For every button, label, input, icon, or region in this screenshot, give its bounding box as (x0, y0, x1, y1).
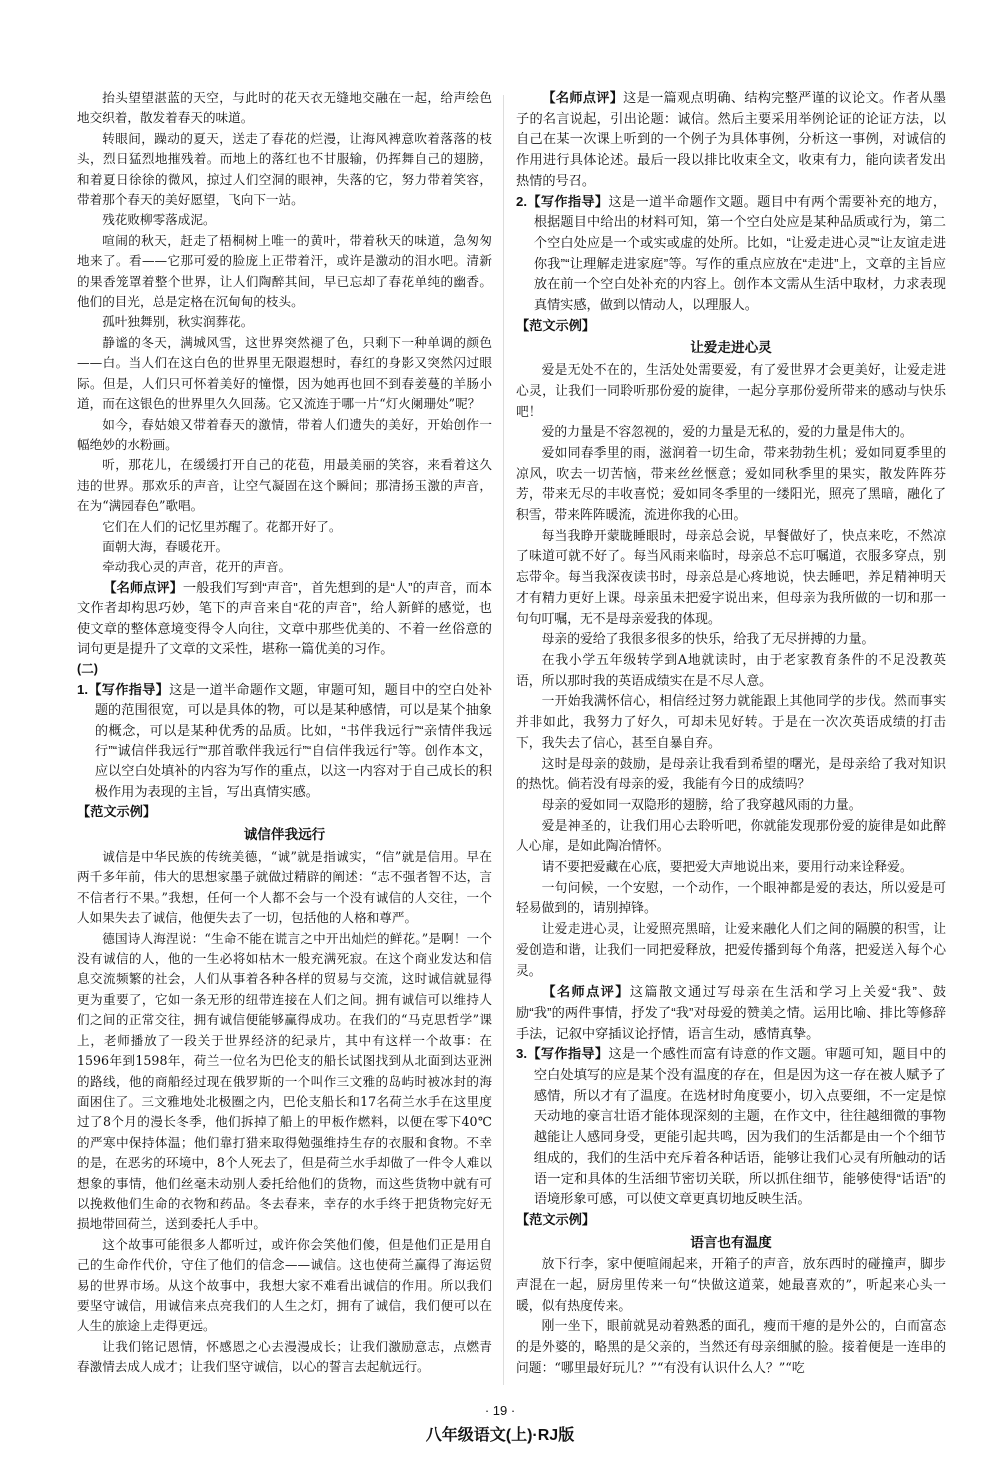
sample-label: 【范文示例】 (77, 804, 157, 820)
comment-label: 【名师点评】 (542, 984, 630, 1000)
guide-label: 【写作指导】 (527, 1046, 609, 1062)
essay-paragraph: 孤叶独舞别，秋实润葬花。 (102, 314, 254, 330)
column-divider (503, 95, 504, 1385)
essay-paragraph: 爱的力量是不容忽视的，爱的力量是无私的，爱的力量是伟大的。 (541, 425, 913, 441)
essay-paragraph: 听，那花儿，在缓缓打开自己的花苞，用最美丽的笑容，来看着这久违的世界。那欢乐的声音，让空气凝固在这个瞬间；那清扬玉激的声音，在为“满园春色”歌唱。 (77, 457, 492, 514)
sample-label: 【范文示例】 (516, 317, 596, 333)
essay-title: 诚信伴我远行 (243, 826, 326, 843)
question-number: 2. (516, 193, 527, 209)
essay-paragraph: 请不要把爱藏在心底，要把爱大声地说出来，要用行动来诠释爱。 (541, 860, 913, 876)
essay-title: 语言也有温度 (690, 1234, 772, 1251)
guide-text: 这是一个感性而富有诗意的作文题。审题可知，题目中的空白处填写的应是某个没有温度的存在，但是因为这一存在被人赋予了感情，所以才有了温度。在选材时角度要小，切入点要细，不一定是惊天动地的豪言壮语才能体现深刻的主题，在作文中，往往越细微的事物越能让人感同身受，更能引起共鸣，因为我们的生活都是由一个个细节组成的，我们的生活中充斥着各种话语，能够让我们心灵有所触动的话语一定和具体的生活细节密切关联，所以抓住细节，能够使得“话语”的语境形象可感，可以使文章更真切地反映生活。 (533, 1046, 947, 1207)
question-number: 1. (77, 681, 88, 697)
teacher-comment (516, 982, 946, 1044)
essay-title: 让爱走进心灵 (690, 340, 772, 357)
essay-paragraph: 让我们铭记恩情，怀感恩之心去漫漫成长；让我们激励意志，点燃青春激情去成人成才；让我们坚守诚信，以心的誓言去起航远行。 (77, 1338, 492, 1375)
writing-guide (516, 1044, 946, 1210)
left-column (77, 88, 492, 1378)
teacher-comment (516, 88, 946, 192)
essay-paragraph: 让爱走进心灵，让爱照亮黑暗，让爱来融化人们之间的隔膜的积雪，让爱创造和谐，让我们一同把爱释放，把爱传播到每个角落，把爱送入每个心灵。 (516, 922, 946, 979)
essay-paragraph: 面朝大海，春暖花开。 (102, 538, 229, 554)
essay-paragraph: 爱如同春季里的雨，滋润着一切生命，带来勃勃生机；爱如同夏季里的凉风，吹去一切苦恼，带来丝丝惬意；爱如同秋季里的果实，散发阵阵芬芳，带来无尽的丰收喜悦；爱如同冬季里的一缕阳光，照亮了黑暗，融化了积雪，带来阵阵暖流，流进你我的心田。 (516, 445, 946, 524)
comment-label: 【名师点评】 (542, 90, 624, 105)
question-number: 3. (516, 1046, 527, 1062)
essay-paragraph: 这个故事可能很多人都听过，或许你会笑他们傻，但是他们正是用自己的生命作代价，守住了他们的信念——诚信。这也使荷兰赢得了海运贸易的世界市场。从这个故事中，我想大家不难看出诚信的作用。所以我们要坚守诚信，用诚信来点亮我们的人生之灯，拥有了诚信，我们便可以在人生的旅途上走得更远。 (77, 1236, 492, 1334)
right-column (516, 88, 946, 1380)
essay-paragraph: 母亲的爱如同一双隐形的翅膀，给了我穿越风雨的力量。 (541, 797, 862, 813)
essay-paragraph: 放下行李，家中便喧闹起来，开箱子的声音，放东西时的碰撞声，脚步声混在一起，厨房里传来一句“快做这道菜，她最喜欢的”，听起来心头一暖，似有热度传来。 (516, 1257, 946, 1314)
section-heading: (二) (77, 662, 98, 677)
comment-label: 【名师点评】 (103, 579, 183, 595)
comment-text: 一般我们写到“声音”，首先想到的是“人”的声音，而本文作者却构思巧妙，笔下的声音来自“花的声音”，给人新鲜的感觉，也使文章的整体意境变得令人向往，文章中那些优美的、不着一丝俗意的词句更是提升了文章的文采性，堪称一篇优美的习作。 (77, 579, 493, 656)
essay-paragraph: 爱是无处不在的，生活处处需要爱，有了爱世界才会更美好，让爱走进心灵，让我们一同聆听那份爱的旋律，一起分享那份爱所带来的感动与快乐吧！ (516, 363, 946, 420)
guide-label: 【写作指导】 (88, 681, 170, 697)
page-number: · 19 · (484, 1403, 516, 1418)
comment-text: 这篇散文通过写母亲在生活和学习上关爱“我”、鼓励“我”的两件事情，抒发了“我”对母爱的赞美之情。运用比喻、排比等修辞手法，记叙中穿插议论抒情，语言生动，感情真挚。 (516, 984, 947, 1041)
guide-text: 这是一道半命题作文题，审题可知，题目中的空白处补题的范围很宽，可以是具体的物，可以是某种感情，可以是某个抽象的概念，可以是某种优秀的品质。比如，“书伴我远行”“亲情伴我远行”“诚信伴我远行”“那首歌伴我远行”“自信伴我远行”等。创作本文，应以空白处填补的内容为写作的重点，以这一内容对于自己成长的积极作用为表现的主旨，写出真情实感。 (94, 681, 493, 799)
essay-paragraph: 一开始我满怀信心，相信经过努力就能跟上其他同学的步伐。然而事实并非如此，我努力了好久，可却未见好转。于是在一次次英语成绩的打击下，我失去了信心，甚至自暴自弃。 (516, 694, 946, 751)
comment-text: 这是一篇观点明确、结构完整严谨的议论文。作者从墨子的名言说起，引出论题：诚信。然后主要采用举例论证的论证方法，以自己在某一次课上听到的一个例子为具体事例，分析这一事例，对诚信的作用进行具体论述。最后一段以排比收束全文，收束有力，能向读者发出热情的号召。 (516, 90, 947, 188)
essay-paragraph: 爱是神圣的，让我们用心去聆听吧，你就能发现那份爱的旋律是如此醉人心扉，是如此陶冶情怀。 (516, 818, 946, 855)
essay-paragraph: 如今，春姑娘又带着春天的激情，带着人们遗失的美好，开始创作一幅绝妙的水粉画。 (77, 416, 492, 452)
essay-paragraph: 德国诗人海涅说：“生命不能在谎言之中开出灿烂的鲜花。”是啊！一个没有诚信的人，他的一生必将如枯木一般充满死寂。在这个商业发达和信息交流频繁的社会，人们从事着各种各样的贸易与交流，这时诚信就显得更为重要了，它如一条无形的纽带连接在人们之间。拥有诚信可以维持人们之间的正常交往，拥有诚信便能够赢得成功。在我们的“马克思哲学”课上，老师播放了一段关于世界经济的纪录片，其中有这样一个故事：在1596年到1598年，荷兰一位名为巴伦支的船长试图找到从北面到达亚洲的路线，他的商船经过现在俄罗斯的一个叫作三文雅的岛屿时被冰封的海面困住了。三文雅地处北极圈之内，巴伦支船长和17名荷兰水手在这里度过了8个月的漫长冬季，他们拆掉了船上的甲板作燃料，以便在零下40℃的严寒中保持体温；他们靠打猎来取得勉强维持生存的衣服和食物。不幸的是，在恶劣的环境中，8个人死去了，但是荷兰水手却做了一件令人难以想象的事情，他们丝毫未动别人委托给他们的货物，而这些货物中就有可以挽救他们生命的衣物和药品。冬去春来，幸存的水手终于把货物完好无损地带回荷兰，送到委托人手中。 (77, 930, 492, 1232)
essay-paragraph: 转眼间，躁动的夏天，送走了春花的烂漫，让海风裨意吹着落落的枝头，烈日猛烈地摧残着。而地上的落红也不甘服输，仍挥舞自己的翅膀，和着夏日徐徐的微风，掠过人们空洞的眼神，失落的它，努力带着笑容，带着那个春天的美好愿望，飞向下一站。 (77, 130, 492, 208)
writing-guide (77, 680, 492, 802)
essay-paragraph: 一句问候，一个安慰，一个动作，一个眼神都是爱的表达，所以爱是可轻易做到的，请别掉锋。 (516, 880, 946, 917)
essay-paragraph: 每当我睁开蒙眬睡眼时，母亲总会说，早餐做好了，快点来吃，不然凉了味道可就不好了。每当风雨来临时，母亲总不忘叮嘱道，衣服多穿点，别忘带伞。每当我深夜读书时，母亲总是心疼地说，快去睡吧，养足精神明天才有精力更好上课。母亲虽未把爱字说出来，但母亲为我所做的一切和那一句句叮嘱，无不是母亲爱我的体现。 (516, 528, 946, 627)
essay-paragraph: 诚信是中华民族的传统美德，“诚”就是指诚实，“信”就是信用。早在两千多年前，伟大的思想家墨子就做过精辟的阐述：“志不强者智不达，言不信者行不果。”我想，任何一个人都不会与一个没有诚信的人交往，一个人如果失去了诚信，他便失去了一切，包括他的人格和尊严。 (77, 849, 492, 926)
essay-paragraph: 静谧的冬天，满城风雪，这世界突然褪了色，只剩下一种单调的颜色——白。当人们在这白色的世界里无限遐想时，春红的身影又突然闪过眼际。但是，人们只可怀着美好的憧憬，因为她再也回不到春姜蔓的羊肠小道，而在这银色的世界里久久回荡。它又流连于哪一片“灯火阑珊处”呢？ (77, 334, 492, 412)
sample-label: 【范文示例】 (516, 1211, 596, 1227)
essay-paragraph: 母亲的爱给了我很多很多的快乐，给我了无尽拼搏的力量。 (541, 632, 875, 648)
essay-paragraph: 喧闹的秋天，赶走了梧桐树上唯一的黄叶，带着秋天的味道，急匆匆地来了。看——它那可爱的脸庞上正带着汗，或许是激动的泪水吧。清新的果香笼罩着整个世界，让人们陶醉其间，早已忘却了春花单纯的幽香。他们的目光，总是定格在沉甸甸的枝头。 (77, 232, 492, 310)
essay-paragraph: 抬头望望湛蓝的天空，与此时的花天衣无缝地交融在一起，给声绘色地交织着，散发着春天的味道。 (77, 90, 492, 126)
book-title: 八年级语文(上)·RJ版 (425, 1427, 575, 1444)
teacher-comment (77, 578, 492, 660)
essay-paragraph: 在我小学五年级转学到A地就读时，由于老家教育条件的不足没教英语，所以那时我的英语成绩实在是不尽人意。 (516, 652, 946, 689)
essay-paragraph: 这时是母亲的鼓励，是母亲让我看到希望的曙光，是母亲给了我对知识的热忱。倘若没有母亲的爱，我能有今日的成绩吗？ (516, 756, 946, 793)
writing-guide (516, 192, 946, 316)
guide-label: 【写作指导】 (527, 193, 609, 209)
essay-paragraph: 牵动我心灵的声音，花开的声音。 (102, 559, 292, 575)
essay-paragraph: 残花败柳零落成泥。 (102, 212, 216, 228)
guide-text: 这是一道半命题作文题。题目中有两个需要补充的地方，根据题目中给出的材料可知，第一个空白处应是某种品质或行为，第二个空白处应是一个或实或虚的处所。比如，“让爱走进心灵”“让友谊走进你我”“让理解走进家庭”等。写作的重点应放在“走进”上，文章的主旨应放在前一个空白处补充的内容上。创作本文需从生活中取材，力求表现真情实感，做到以情动人，以理服人。 (533, 193, 947, 313)
essay-paragraph: 它们在人们的记忆里苏醒了。花都开好了。 (102, 518, 342, 534)
essay-paragraph: 刚一坐下，眼前就晃动着熟悉的面孔，瘦而干瘪的是外公的，白而富态的是外婆的，略黑的是父亲的，当然还有母亲细腻的脸。接着便是一连串的问题：“哪里最好玩儿？”“有没有认识什么人？”“吃 (516, 1319, 946, 1376)
